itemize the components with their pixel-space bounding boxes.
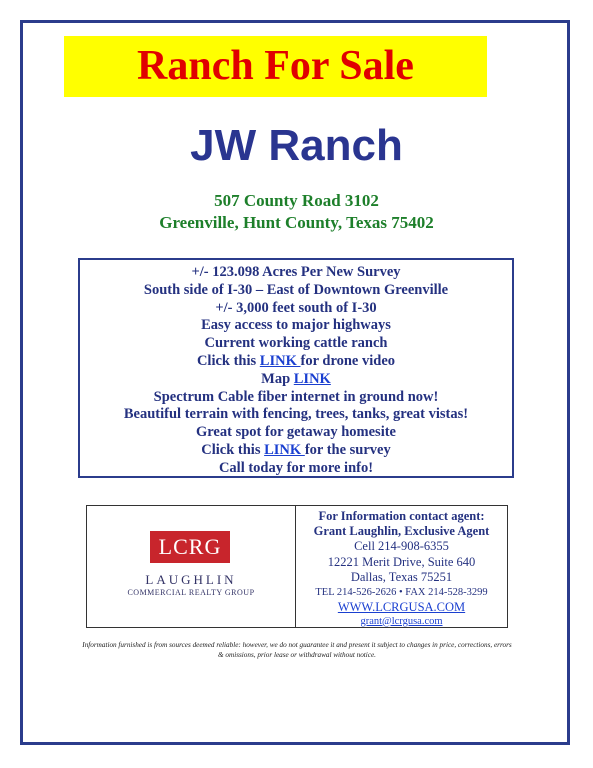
office-city: Dallas, Texas 75251 xyxy=(350,570,453,584)
lcrg-logo: LCRG xyxy=(150,531,230,563)
logo-company-name: LAUGHLIN xyxy=(145,572,237,587)
office-street: 12221 Merit Drive, Suite 640 xyxy=(327,554,476,569)
feature-location: South side of I-30 – East of Downtown Greenville xyxy=(143,281,449,298)
feature-call: Call today for more info! xyxy=(218,459,374,476)
office-phones: TEL 214-526-2626 • FAX 214-528-3299 xyxy=(315,586,488,598)
sale-banner xyxy=(64,36,487,97)
survey-suffix: for the survey xyxy=(304,441,391,458)
feature-acres: +/- 123.098 Acres Per New Survey xyxy=(191,264,401,280)
feature-getaway: Great spot for getaway homesite xyxy=(195,424,396,441)
agent-name: Grant Laughlin, Exclusive Agent xyxy=(313,524,490,538)
address-line-2: Greenville, Hunt County, Texas 75402 xyxy=(159,213,434,232)
feature-drone-video xyxy=(80,353,512,371)
contact-heading: For Information contact agent: xyxy=(318,509,485,523)
logo-cell xyxy=(87,506,296,627)
contact-table xyxy=(86,505,508,628)
map-prefix: Map xyxy=(261,370,294,387)
disclaimer: Information furnished is from sources deemed reliable: however, we do not guarantee it and present it subject to changes in price, corrections, errors & omissions, prior lease or withdrawal without notice. xyxy=(82,641,512,659)
agent-cell: Cell 214-908-6355 xyxy=(354,539,449,553)
drone-prefix: Click this xyxy=(196,352,260,369)
survey-prefix: Click this xyxy=(201,441,265,458)
feature-distance: +/- 3,000 feet south of I-30 xyxy=(215,299,377,316)
map-link[interactable]: LINK xyxy=(293,370,331,387)
feature-fiber: Spectrum Cable fiber internet in ground now! xyxy=(153,388,439,405)
banner-title: Ranch For Sale xyxy=(137,43,414,89)
feature-access: Easy access to major highways xyxy=(201,317,391,334)
email-link[interactable]: grant@lcrgusa.com xyxy=(360,615,443,627)
drone-video-link[interactable]: LINK xyxy=(259,352,301,369)
feature-cattle: Current working cattle ranch xyxy=(204,335,388,352)
property-address xyxy=(0,190,593,234)
ranch-name: JW Ranch xyxy=(190,121,403,170)
logo-subtitle: COMMERCIAL REALTY GROUP xyxy=(127,588,255,597)
survey-link[interactable]: LINK xyxy=(264,441,305,458)
website-link[interactable]: WWW.LCRGUSA.COM xyxy=(337,599,466,614)
contact-info xyxy=(296,509,507,628)
feature-map xyxy=(80,371,512,389)
features-box xyxy=(78,258,514,478)
feature-survey xyxy=(80,442,512,460)
address-line-1: 507 County Road 3102 xyxy=(214,191,379,210)
drone-suffix: for drone video xyxy=(300,352,396,369)
feature-terrain: Beautiful terrain with fencing, trees, tanks, great vistas! xyxy=(123,406,469,423)
